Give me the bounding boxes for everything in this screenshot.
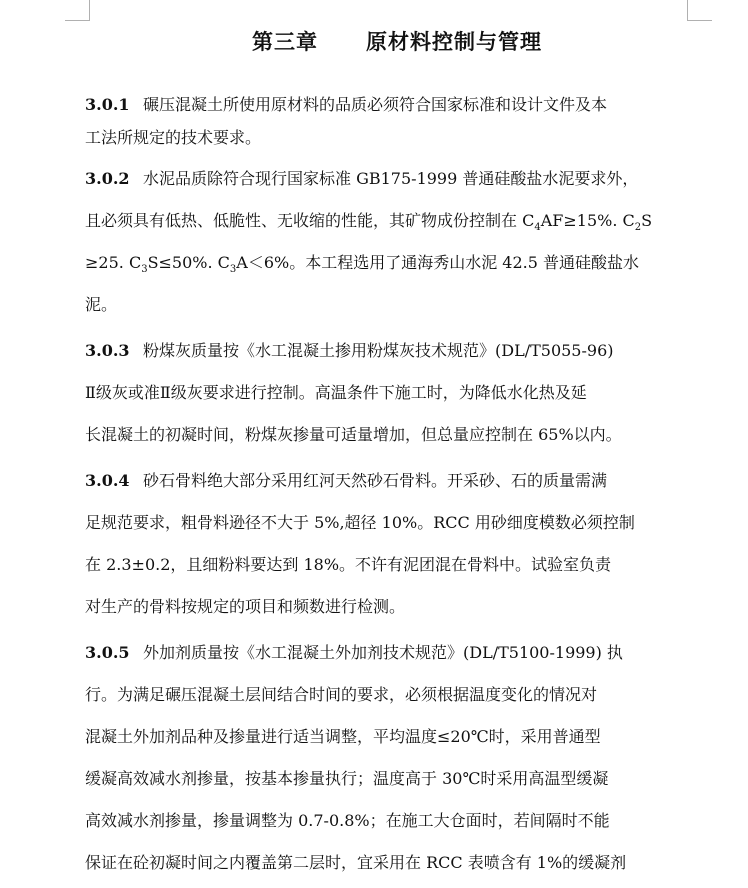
text-line: ≥25. C bbox=[85, 253, 142, 272]
paragraph-3-0-5 bbox=[85, 632, 695, 884]
subscript: 2 bbox=[634, 222, 642, 234]
page-corner-mark-left bbox=[65, 0, 90, 21]
text-line: 泥。 bbox=[85, 295, 118, 314]
page-corner-mark-right bbox=[687, 0, 712, 21]
text-line: 砂石骨料绝大部分采用红河天然砂石骨料。开采砂、石的质量需满 bbox=[143, 471, 608, 490]
text-line: A＜6%。本工程选用了通海秀山水泥 42.5 普通硅酸盐水 bbox=[236, 253, 640, 272]
text-line: 保证在砼初凝时间之内覆盖第二层时，宜采用在 RCC 表喷含有 1%的缓凝剂 bbox=[85, 853, 627, 872]
chapter-title bbox=[85, 26, 695, 58]
text-line: Ⅱ级灰或准Ⅱ级灰要求进行控制。高温条件下施工时，为降低水化热及延 bbox=[85, 383, 587, 402]
section-number: 3.0.3 bbox=[85, 341, 130, 360]
text-line: 高效减水剂掺量，掺量调整为 0.7-0.8%；在施工大仓面时，若间隔时不能 bbox=[85, 811, 610, 830]
text-line: 且必须具有低热、低脆性、无收缩的性能，其矿物成份控制在 C bbox=[85, 211, 535, 230]
text-line: 缓凝高效减水剂掺量，按基本掺量执行；温度高于 30℃时采用高温型缓凝 bbox=[85, 769, 609, 788]
section-number: 3.0.2 bbox=[85, 169, 130, 188]
subscript: 3 bbox=[229, 264, 237, 276]
text-line: 在 2.3±0.2，且细粉料要达到 18%。不许有泥团混在骨料中。试验室负责 bbox=[85, 555, 612, 574]
subscript: 4 bbox=[534, 222, 541, 234]
section-number: 3.0.1 bbox=[85, 95, 130, 114]
text-line: S bbox=[641, 211, 653, 230]
text-line: S≤50%. C bbox=[147, 253, 230, 272]
paragraph-3-0-4 bbox=[85, 460, 695, 628]
section-number: 3.0.4 bbox=[85, 471, 130, 490]
text-line: 混凝土外加剂品种及掺量进行适当调整，平均温度≤20℃时，采用普通型 bbox=[85, 727, 601, 746]
text-line: 行。为满足碾压混凝土层间结合时间的要求，必须根据温度变化的情况对 bbox=[85, 685, 598, 704]
subscript: 3 bbox=[141, 264, 148, 276]
text-line: AF≥15%. C bbox=[540, 211, 635, 230]
document-page bbox=[85, 26, 695, 888]
chapter-name: 原材料控制与管理 bbox=[366, 30, 542, 54]
text-line: 水泥品质除符合现行国家标准 GB175-1999 普通硅酸盐水泥要求外， bbox=[143, 169, 639, 188]
text-line: 外加剂质量按《水工混凝土外加剂技术规范》(DL/T5100-1999) 执 bbox=[143, 643, 623, 662]
text-line: 工法所规定的技术要求。 bbox=[85, 128, 262, 147]
text-line: 碾压混凝土所使用原材料的品质必须符合国家标准和设计文件及本 bbox=[143, 95, 608, 114]
paragraph-3-0-3 bbox=[85, 330, 695, 456]
text-line: 对生产的骨料按规定的项目和频数进行检测。 bbox=[85, 597, 406, 616]
paragraph-3-0-1 bbox=[85, 88, 695, 154]
paragraph-3-0-2 bbox=[85, 158, 695, 326]
text-line: 粉煤灰质量按《水工混凝土掺用粉煤灰技术规范》(DL/T5055-96) bbox=[143, 341, 614, 360]
section-number: 3.0.5 bbox=[85, 643, 130, 662]
text-line: 足规范要求，粗骨料逊径不大于 5%,超径 10%。RCC 用砂细度模数必须控制 bbox=[85, 513, 635, 532]
text-line: 长混凝土的初凝时间，粉煤灰掺量可适量增加，但总量应控制在 65%以内。 bbox=[85, 425, 622, 444]
chapter-number: 第三章 bbox=[252, 30, 318, 54]
